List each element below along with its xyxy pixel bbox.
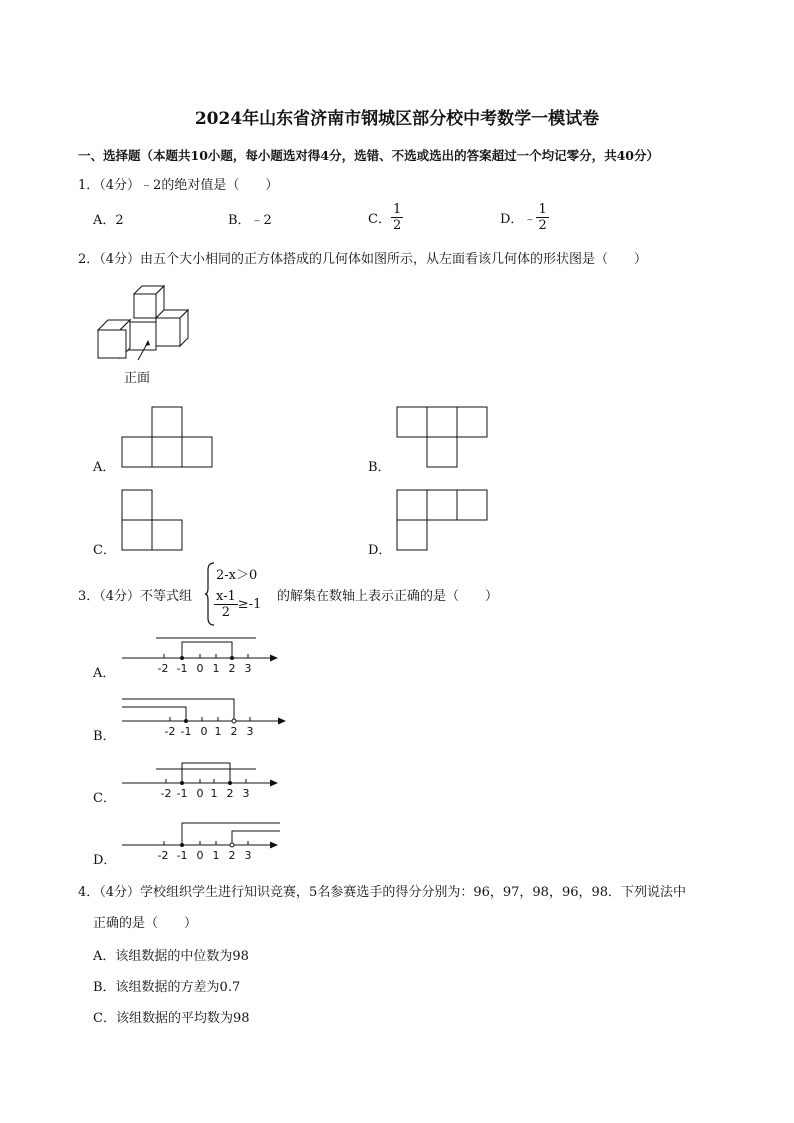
tick-label: -1 bbox=[176, 662, 188, 675]
tick-label: -1 bbox=[180, 725, 192, 738]
question-4-option-c: C．该组数据的平均数为98 bbox=[93, 1011, 250, 1026]
question-2-option-d: D． bbox=[368, 543, 392, 558]
tick-label: 1 bbox=[214, 725, 222, 738]
tick-label: 0 bbox=[196, 787, 204, 800]
question-1-stem: 1．（4分）﹣2的绝对值是（ ） bbox=[78, 178, 279, 193]
question-2-option-c: C． bbox=[93, 543, 116, 558]
inequality-1: 2-x＞0 bbox=[216, 568, 258, 583]
option-a-figure bbox=[121, 406, 213, 467]
question-3-option-b: B． bbox=[93, 729, 116, 744]
tick-label: 0 bbox=[200, 725, 208, 738]
tick-label: -2 bbox=[157, 662, 169, 675]
tick-label: -1 bbox=[176, 787, 188, 800]
tick-label: -2 bbox=[164, 725, 176, 738]
question-3-option-d: D． bbox=[93, 853, 117, 868]
page-title: 2024年山东省济南市钢城区部分校中考数学一模试卷 bbox=[194, 109, 600, 129]
question-2-stem: 2．（4分）由五个大小相同的正方体搭成的几何体如图所示，从左面看该几何体的形状图是（ ） bbox=[78, 252, 648, 267]
question-1-option-b: B．﹣2 bbox=[228, 213, 272, 228]
tick-label: 3 bbox=[242, 787, 250, 800]
question-3-option-c: C． bbox=[93, 791, 116, 806]
tick-label: 2 bbox=[228, 849, 236, 862]
question-4-stem-line2: 正确的是（ ） bbox=[93, 916, 198, 931]
tick-label: 3 bbox=[244, 849, 252, 862]
inequality-2: $\frac{x-1}{2}$ ≥-1 bbox=[216, 589, 262, 620]
tick-label: -2 bbox=[160, 787, 172, 800]
tick-label: -2 bbox=[157, 849, 169, 862]
tick-label: -1 bbox=[176, 849, 188, 862]
option-b-figure bbox=[396, 406, 488, 467]
tick-label: 0 bbox=[196, 662, 204, 675]
question-3-stem-after: 的解集在数轴上表示正确的是（ ） bbox=[277, 589, 499, 604]
option-d-figure bbox=[396, 489, 488, 550]
tick-label: 1 bbox=[210, 787, 218, 800]
number-line-b bbox=[120, 695, 290, 740]
tick-label: 0 bbox=[196, 849, 204, 862]
number-line-d bbox=[120, 819, 284, 864]
number-line-c bbox=[120, 757, 282, 802]
question-2-option-a: A． bbox=[93, 460, 116, 475]
tick-label: 3 bbox=[244, 662, 252, 675]
tick-label: 1 bbox=[212, 849, 220, 862]
tick-label: 2 bbox=[226, 787, 234, 800]
question-3-stem-before: 3．（4分）不等式组 bbox=[78, 589, 193, 604]
tick-label: 1 bbox=[212, 662, 220, 675]
question-4-option-a: A．该组数据的中位数为98 bbox=[93, 949, 249, 964]
cube-figure bbox=[96, 284, 196, 360]
question-3-option-a: A． bbox=[93, 666, 116, 681]
number-line-a bbox=[120, 632, 282, 677]
question-1-option-d: D．﹣ $\frac{1}{2}$ bbox=[500, 202, 547, 233]
question-4-stem-line1: 4．（4分）学校组织学生进行知识竞赛，5名参赛选手的得分分别为：96，97，98，96，98．下列说法中 bbox=[78, 885, 687, 900]
question-1-option-c: C． $\frac{1}{2}$ bbox=[368, 202, 402, 233]
tick-label: 2 bbox=[228, 662, 236, 675]
section-heading: 一、选择题（本题共10小题，每小题选对得4分，选错、不选或选出的答案超过一个均记零分，共40分） bbox=[78, 148, 659, 163]
question-2-option-b: B． bbox=[368, 460, 391, 475]
option-c-figure bbox=[121, 489, 183, 550]
tick-label: 3 bbox=[246, 725, 254, 738]
tick-label: 2 bbox=[230, 725, 238, 738]
front-label: 正面 bbox=[124, 371, 151, 386]
question-4-option-b: B．该组数据的方差为0.7 bbox=[93, 980, 241, 995]
question-1-option-a: A．2 bbox=[93, 213, 124, 228]
